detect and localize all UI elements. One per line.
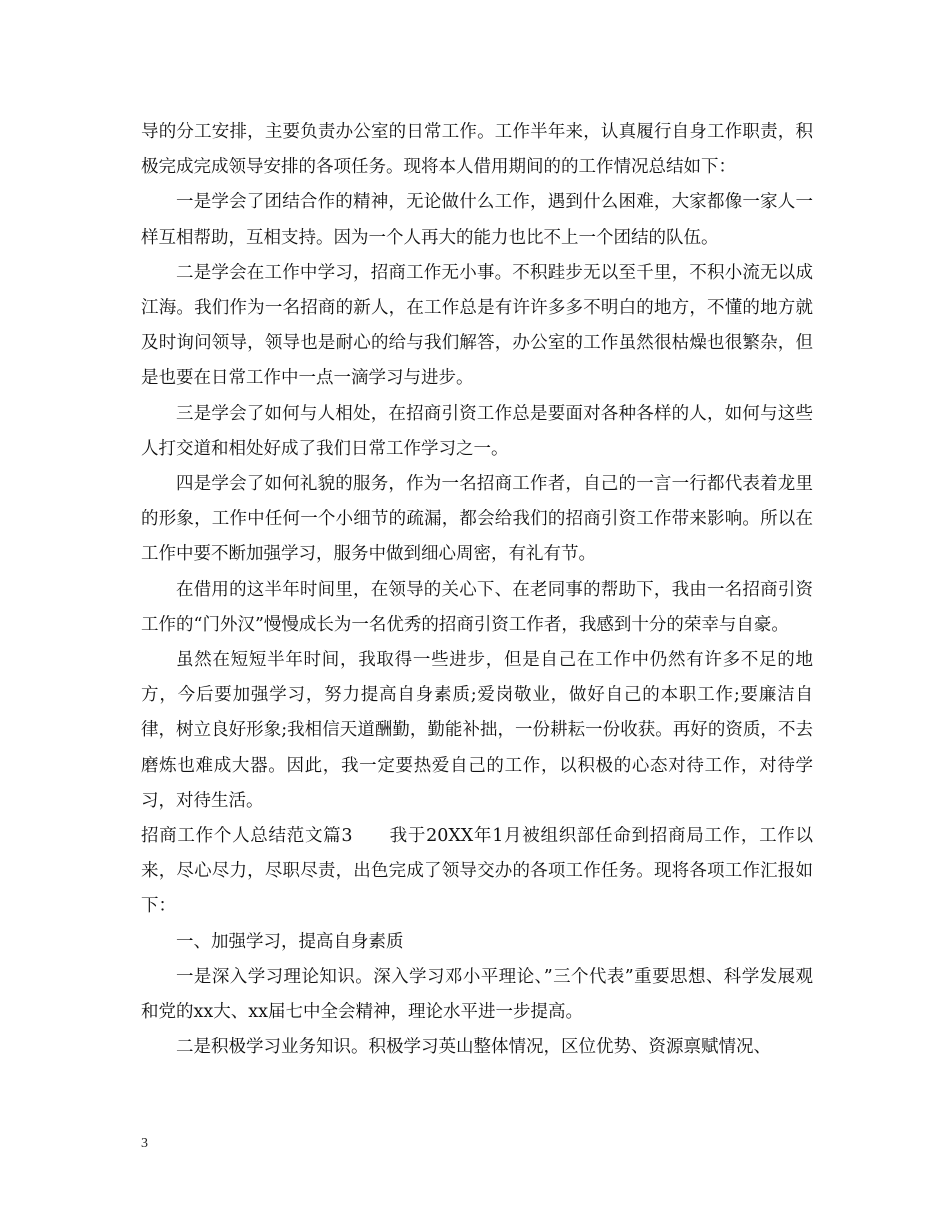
section-heading-paragraph: 招商工作个人总结范文篇3 我于20XX年1月被组织部任命到招商局工作，工作以来，尽心尽力，尽职尽责，出色完成了领导交办的各项工作任务。现将各项工作汇报如下：: [141, 826, 813, 917]
paragraph-3: 二是学会在工作中学习，招商工作无小事。不积跬步无以至千里，不积小流无以成江海。我们作为一名招商的新人，在工作总是有许许多多不明白的地方，不懂的地方就及时询问领导，领导也是耐心的给与我们解答，办公室的工作虽然很枯燥也很繁杂，但是也要在日常工作中一点一滴学习与进步。: [141, 262, 813, 389]
document-body: [141, 115, 813, 1065]
paragraph-4: 三是学会了如何与人相处，在招商引资工作总是要面对各种各样的人，如何与这些人打交道和相处好成了我们日常工作学习之一。: [141, 403, 813, 459]
paragraph-1: 导的分工安排，主要负责办公室的日常工作。工作半年来，认真履行自身工作职责，积极完成完成领导安排的各项任务。现将本人借用期间的的工作情况总结如下：: [141, 122, 813, 178]
subheading-paragraph: 一、加强学习，提高自身素质: [176, 931, 404, 952]
paragraph-7: 虽然在短短半年时间，我取得一些进步，但是自己在工作中仍然有许多不足的地方，今后要加强学习，努力提高自身素质;爱岗敬业，做好自己的本职工作;要廉洁自律，树立良好形象;我相信天道酬勤，勤能补拙，一份耕耘一份收获。再好的资质，不去磨炼也难成大器。因此，我一定要热爱自己的工作，以积极的心态对待工作，对待学习，对待生活。: [141, 650, 813, 811]
paragraph-6: 在借用的这半年时间里，在领导的关心下、在老同事的帮助下，我由一名招商引资工作的“门外汉”慢慢成长为一名优秀的招商引资工作者，我感到十分的荣幸与自豪。: [141, 579, 813, 635]
paragraph-5: 四是学会了如何礼貌的服务，作为一名招商工作者，自己的一言一行都代表着龙里的形象，工作中任何一个小细节的疏漏，都会给我们的招商引资工作带来影响。所以在工作中要不断加强学习，服务中做到细心周密，有礼有节。: [141, 474, 813, 565]
paragraph-10: 一是深入学习理论知识。深入学习邓小平理论、”三个代表”重要思想、科学发展观和党的xx大、xx届七中全会精神，理论水平进一步提高。: [141, 966, 813, 1023]
paragraph-2: 一是学会了团结合作的精神，无论做什么工作，遇到什么困难，大家都像一家人一样互相帮助，互相支持。因为一个人再大的能力也比不上一个团结的队伍。: [141, 192, 813, 248]
paragraph-11: 二是积极学习业务知识。积极学习英山整体情况，区位优势、资源禀赋情况、: [176, 1037, 771, 1058]
page-number: 3: [141, 1136, 148, 1151]
